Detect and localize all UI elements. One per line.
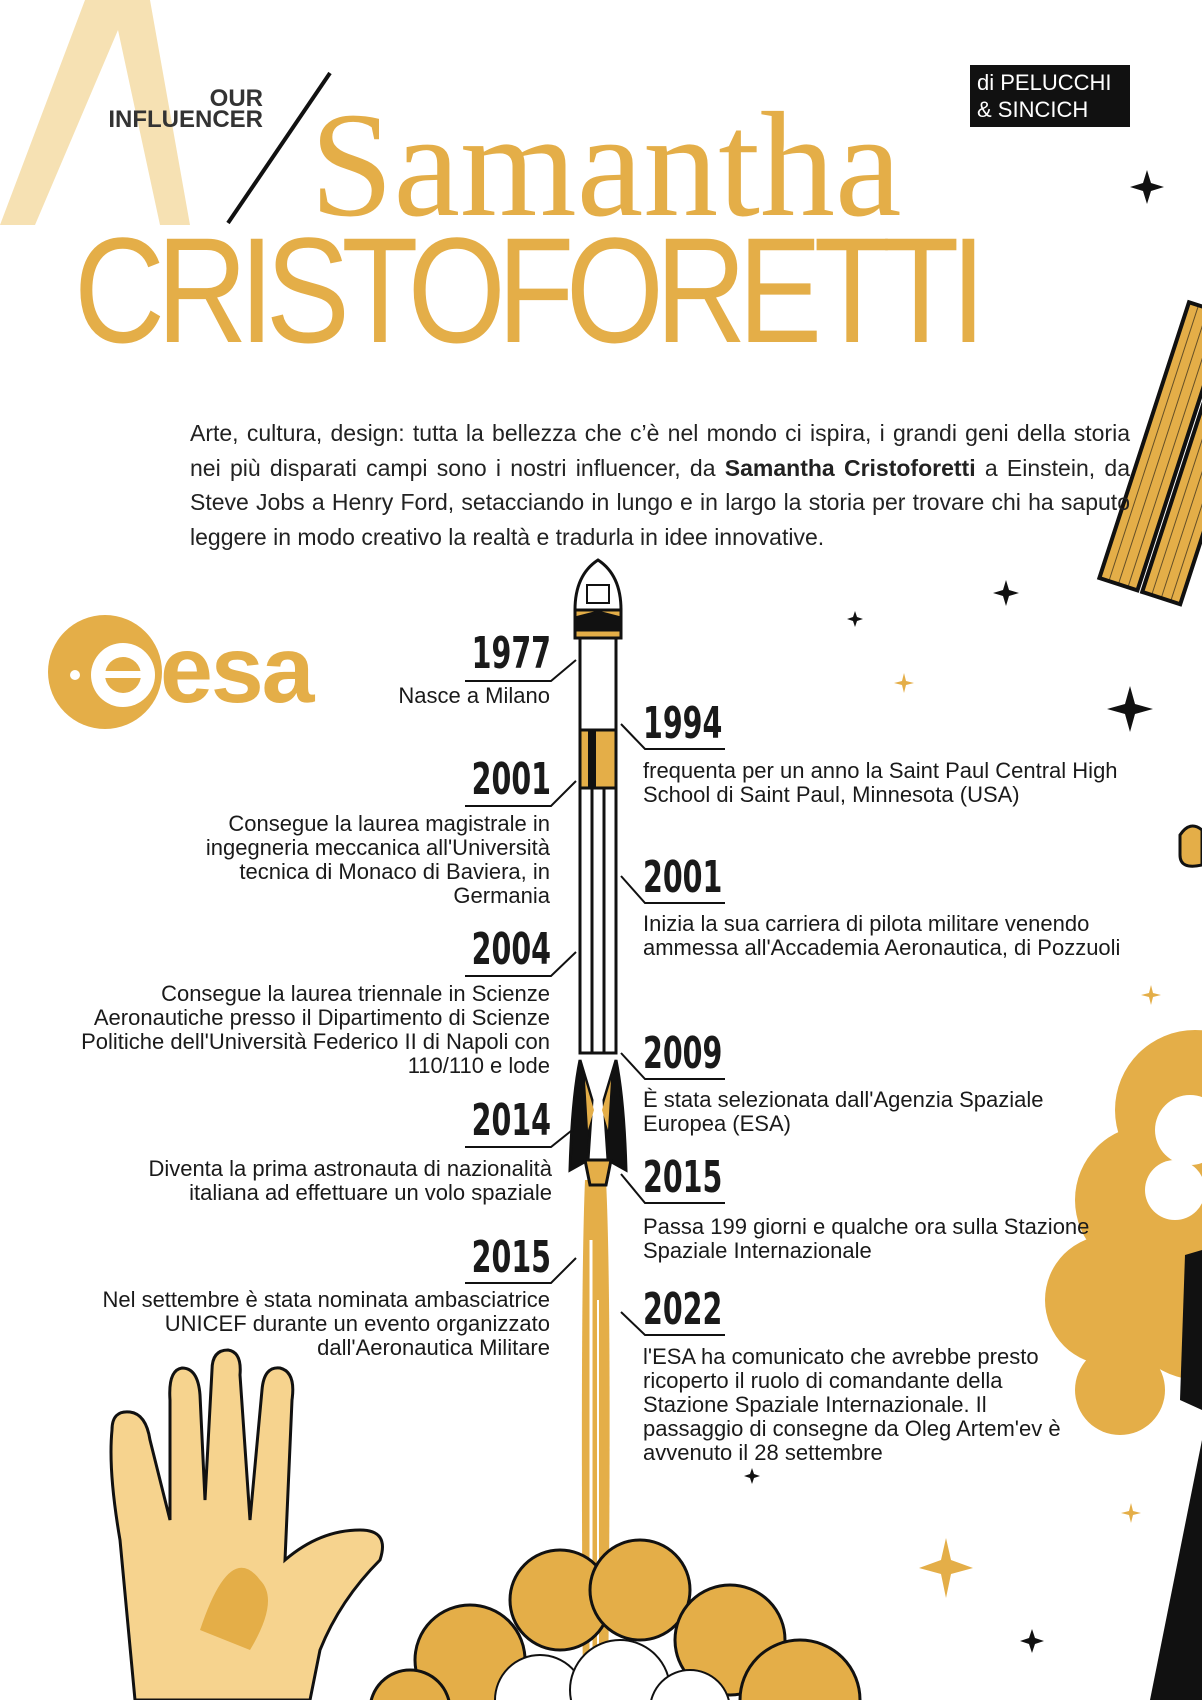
byline-line-2: & SINCICH [977,97,1089,122]
intro-paragraph [190,416,1130,554]
intro-text-part-2: a Einstein, da Steve Jobs a Henry Ford, setacciando in lungo e in largo la storia per trovare chi ha saputo leggere in modo creativo la realtà e tradurla in idee innovative. [190,454,1130,550]
timeline-description: frequenta per un anno la Saint Paul Central High School di Saint Paul, Minnesota (USA) [643,758,1118,807]
timeline-description: Inizia la sua carriera di pilota militare venendo ammessa all'Accademia Aeronautica, di Pozzuoli [643,911,1121,960]
title-first-name: Samantha [310,82,902,248]
esa-logo-mark [48,615,162,729]
intro-text-part-1: Arte, cultura, design: tutta la bellezza che c’è nel mondo ci ispira, i grandi geni della storia nei più disparati campi sono i nostri influencer, da [190,420,1130,481]
timeline-description: Nasce a Milano [398,683,550,708]
timeline-year: 2001 [643,852,723,903]
timeline-year: 2014 [471,1095,551,1146]
timeline-description: l'ESA ha comunicato che avrebbe presto ricoperto il ruolo di comandante della Stazione Spaziale Internazionale. Il passaggio di consegne da Oleg Artem'ev è avvenuto il 28 settembre [643,1344,1061,1465]
timeline-year: 1994 [643,698,723,749]
timeline-year: 2022 [643,1284,723,1335]
intro-bold-name: Samantha Cristoforetti [724,454,976,481]
title-last-name: CRISTOFORETTI [74,206,978,374]
author-byline [970,65,1130,127]
kicker-line-2: INFLUENCER [108,106,263,133]
esa-logo-text: esa [160,617,313,723]
timeline-year: 2015 [643,1152,723,1203]
kicker-line-1: OUR [209,85,263,112]
timeline-year: 1977 [471,628,551,679]
timeline-year: 2015 [471,1232,551,1283]
timeline-description: È stata selezionata dall'Agenzia Spaziale Europea (ESA) [643,1087,1044,1136]
byline-line-1: di PELUCCHI [977,70,1112,95]
timeline-description: Diventa la prima astronauta di nazionalità italiana ad effettuare un volo spaziale [148,1156,552,1205]
timeline-year: 2009 [643,1028,723,1079]
section-kicker [0,85,263,133]
timeline-year: 2004 [471,924,551,975]
timeline-description: Consegue la laurea triennale in Scienze Aeronautiche presso il Dipartimento di Scienze Politiche dell'Università Federico II di Napoli con 110/110 e lode [81,981,550,1078]
timeline-description: Consegue la laurea magistrale in ingegneria meccanica all'Università tecnica di Monaco di Baviera, in Germania [205,811,550,908]
rocket-illustration [570,560,626,1185]
timeline-year: 2001 [471,754,551,805]
timeline-description: Nel settembre è stata nominata ambasciatrice UNICEF durante un evento organizzato dall'Aeronautica Militare [102,1287,550,1360]
timeline-description: Passa 199 giorni e qualche ora sulla Stazione Spaziale Internazionale [643,1214,1090,1263]
